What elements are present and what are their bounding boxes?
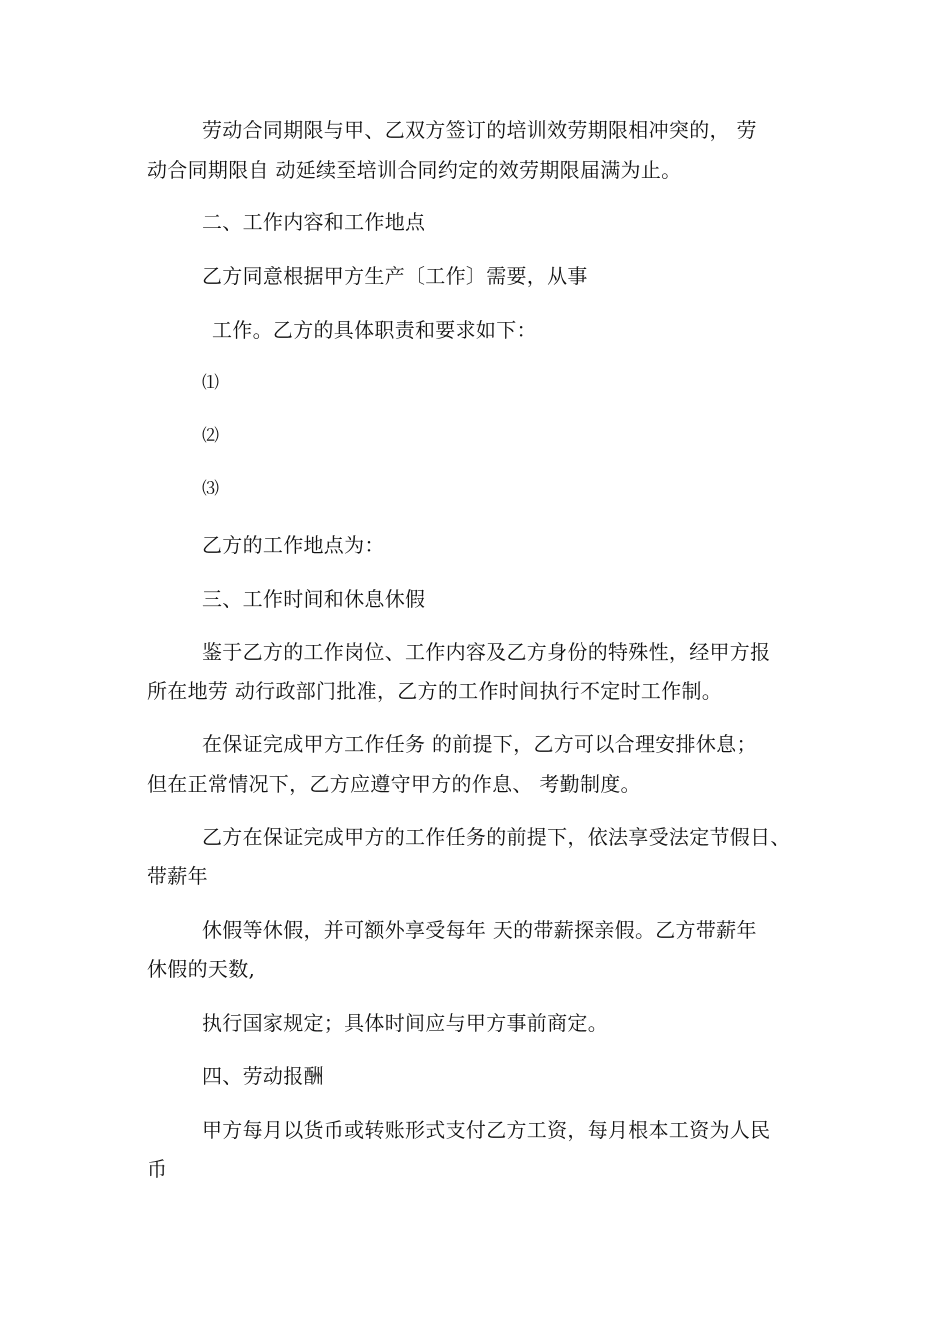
paragraph-line: 币: [147, 1157, 168, 1181]
paragraph-line: 乙方的工作地点为：: [202, 533, 385, 557]
paragraph-line: 鉴于乙方的工作岗位、工作内容及乙方身份的特殊性，经甲方报: [202, 640, 771, 664]
paragraph-line: 休假的天数,: [147, 957, 256, 981]
paragraph-line: 动合同期限自 动延续至培训合同约定的效劳期限届满为止。: [147, 158, 682, 182]
list-item-marker: ⑴: [202, 373, 220, 393]
section-heading: 三、工作时间和休息休假: [202, 587, 426, 611]
paragraph-line: 执行国家规定；具体时间应与甲方事前商定。: [202, 1011, 608, 1035]
paragraph-line: 乙方在保证完成甲方的工作任务的前提下，依法享受法定节假日、: [202, 825, 791, 849]
paragraph-line: 所在地劳 动行政部门批准，乙方的工作时间执行不定时工作制。: [147, 679, 723, 703]
paragraph-line: 工作。乙方的具体职责和要求如下：: [212, 318, 537, 342]
list-item-marker: ⑶: [202, 479, 220, 499]
paragraph-line: 但在正常情况下，乙方应遵守甲方的作息、 考勤制度。: [147, 772, 641, 796]
paragraph-line: 乙方同意根据甲方生产〔工作〕需要，从事: [202, 264, 588, 288]
paragraph-line: 休假等休假，并可额外享受每年 天的带薪探亲假。乙方带薪年: [202, 918, 757, 942]
list-item-marker: ⑵: [202, 426, 220, 446]
section-heading: 四、劳动报酬: [202, 1064, 324, 1088]
paragraph-line: 在保证完成甲方工作任务 的前提下，乙方可以合理安排休息；: [202, 732, 757, 756]
paragraph-line: 劳动合同期限与甲、乙双方签订的培训效劳期限相冲突的， 劳: [202, 118, 757, 142]
paragraph-line: 带薪年: [147, 864, 208, 888]
paragraph-line: 甲方每月以货币或转账形式支付乙方工资，每月根本工资为人民: [202, 1118, 771, 1142]
section-heading: 二、工作内容和工作地点: [202, 210, 426, 234]
